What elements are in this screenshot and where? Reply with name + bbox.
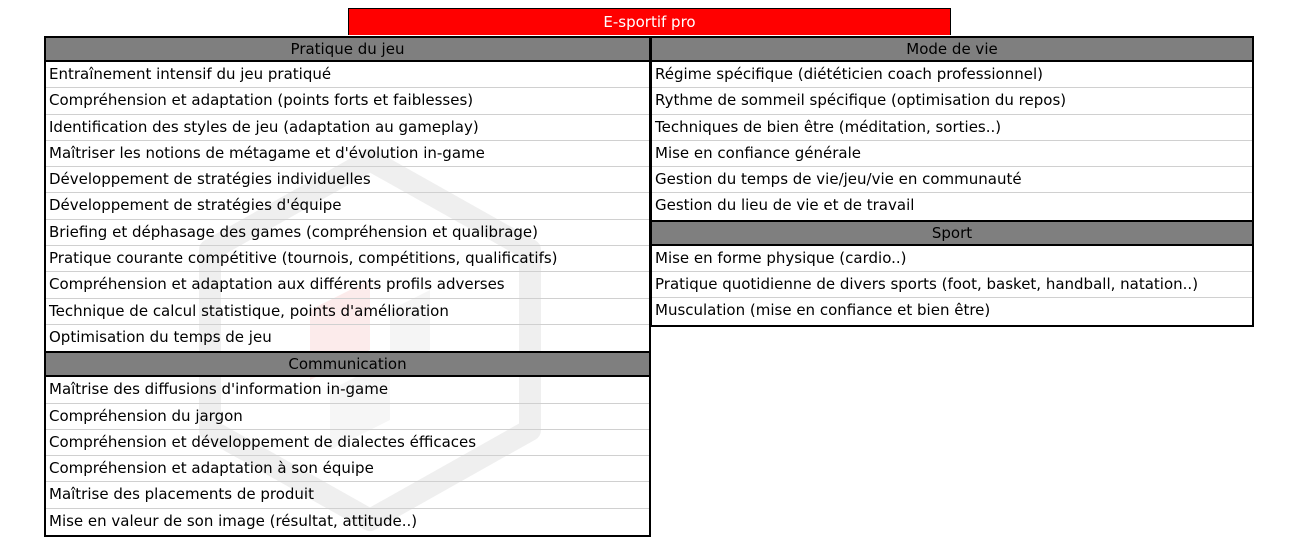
table-row: Gestion du temps de vie/jeu/vie en communauté [652,167,1252,193]
table-row: Pratique courante compétitive (tournois, compétitions, qualificatifs) [46,246,649,272]
section-header-pratique-du-jeu: Pratique du jeu [46,36,649,62]
section-rows-communication [46,377,649,535]
table-row: Pratique quotidienne de divers sports (foot, basket, handball, natation..) [652,272,1252,298]
section-header-mode-de-vie: Mode de vie [652,36,1252,62]
table-row: Techniques de bien être (méditation, sorties..) [652,115,1252,141]
table-row: Gestion du lieu de vie et de travail [655,196,915,215]
table-row: Mise en valeur de son image (résultat, attitude..) [49,511,418,530]
table-row: Compréhension et adaptation aux différents profils adverses [46,272,649,298]
table-row: Optimisation du temps de jeu [49,327,272,346]
table-row: Rythme de sommeil spécifique (optimisation du repos) [652,88,1252,114]
section-rows-sport [652,246,1252,325]
section-header-sport: Sport [652,220,1252,246]
table-row: Régime spécifique (diététicien coach professionnel) [652,62,1252,88]
left-table [44,36,651,537]
table-row: Compréhension et développement de dialectes éfficaces [46,430,649,456]
table-row: Compréhension du jargon [46,404,649,430]
table-row: Maîtrise des diffusions d'information in-game [46,377,649,403]
table-row: Compréhension et adaptation (points forts et faiblesses) [46,88,649,114]
table-row: Entraînement intensif du jeu pratiqué [46,62,649,88]
table-row: Mise en forme physique (cardio..) [652,246,1252,272]
table-row: Maîtriser les notions de métagame et d'évolution in-game [46,141,649,167]
table-row: Maîtrise des placements de produit [46,482,649,508]
table-row: Compréhension et adaptation à son équipe [46,456,649,482]
table-row: Développement de stratégies individuelles [46,167,649,193]
table-row: Développement de stratégies d'équipe [46,193,649,219]
table-row: Identification des styles de jeu (adaptation au gameplay) [46,115,649,141]
section-header-communication: Communication [46,351,649,377]
table-row: Mise en confiance générale [652,141,1252,167]
right-table [650,36,1254,327]
page-title-banner: E-sportif pro [348,8,951,35]
table-row: Technique de calcul statistique, points d'amélioration [46,299,649,325]
table-row: Briefing et déphasage des games (compréhension et qualibrage) [46,220,649,246]
table-row: Musculation (mise en confiance et bien être) [655,301,991,320]
section-rows-mode-de-vie [652,62,1252,220]
section-rows-pratique-du-jeu [46,62,649,351]
